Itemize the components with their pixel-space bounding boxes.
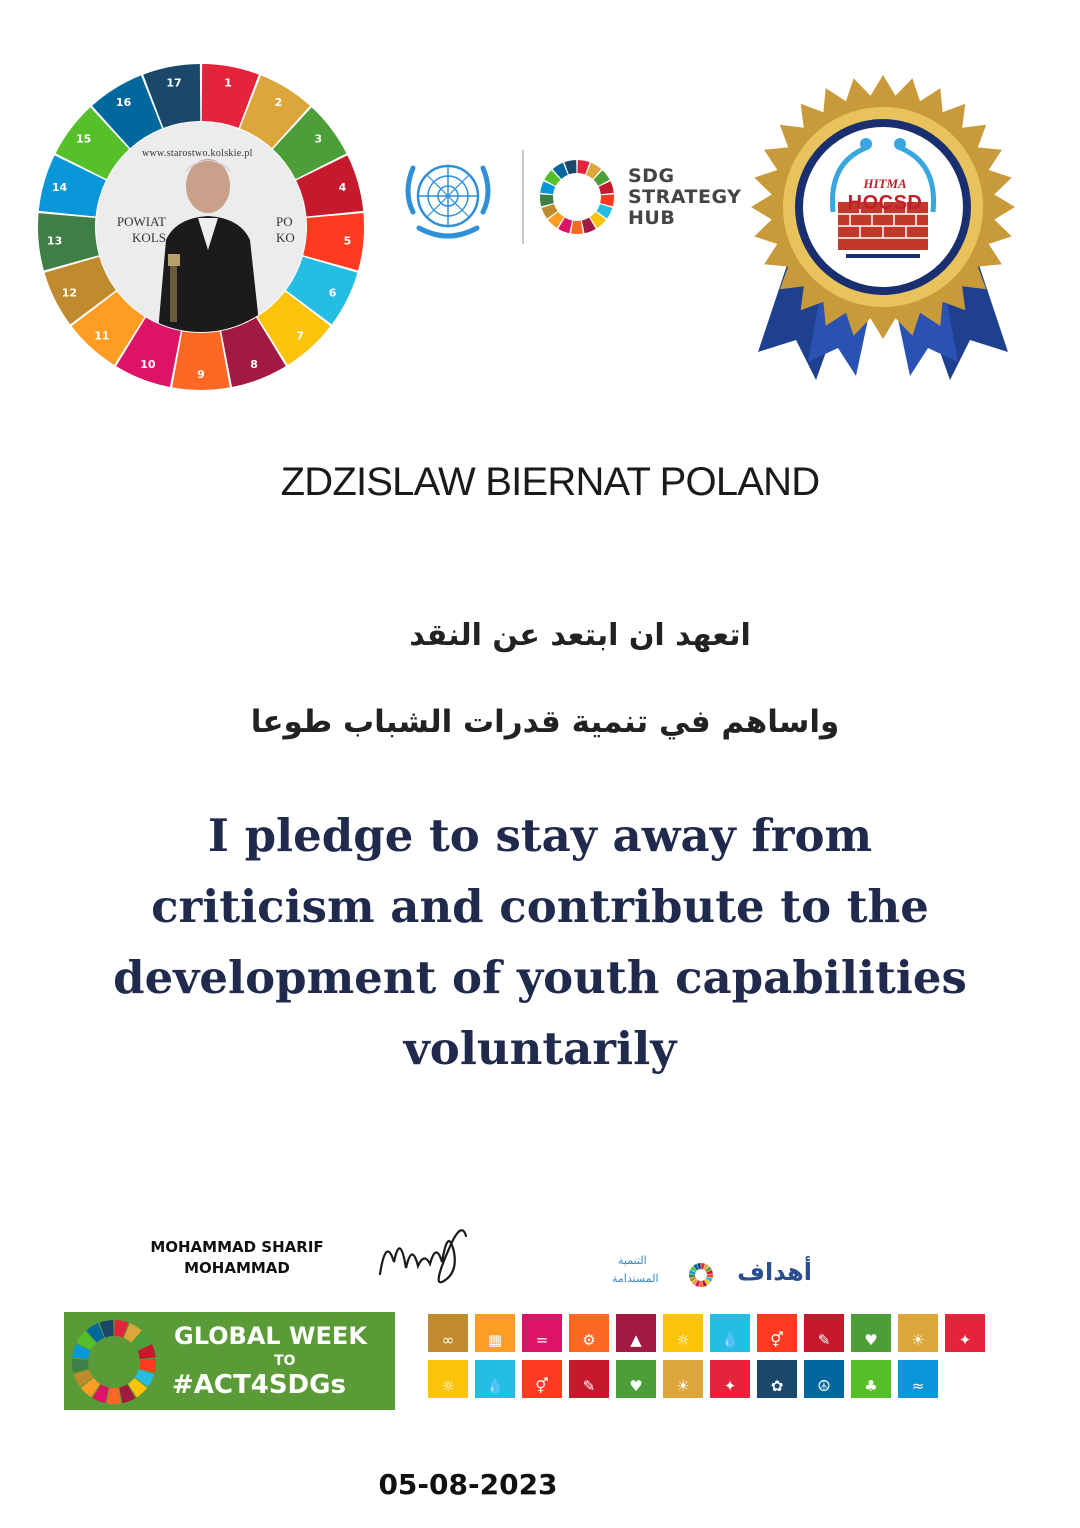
sdg-wheel-number: 16 — [115, 95, 132, 109]
un-emblem-icon — [397, 152, 499, 244]
sdg-strategy-hub-logo-text — [628, 166, 741, 229]
sdg-goal-icon: ≈ — [911, 1377, 925, 1395]
sdg-goal-icon: ♣ — [864, 1377, 878, 1395]
sdg-goal-icon: ▲ — [630, 1331, 642, 1349]
sdg-wheel-segment — [571, 221, 583, 234]
signatory-line-1: MOHAMMAD SHARIF — [150, 1238, 324, 1256]
hub-line-3: HUB — [628, 207, 676, 229]
sdg-wheel-number: 15 — [76, 132, 92, 146]
sdg-wheel-segment — [600, 194, 614, 206]
sdg-wheel-number: 10 — [140, 358, 156, 372]
sdg-goal-icon: ✦ — [958, 1331, 972, 1349]
issue-date: 05-08-2023 — [378, 1468, 558, 1501]
sdg-wheel-number: 8 — [250, 358, 258, 372]
sdg-goal-icon: ✿ — [770, 1377, 784, 1395]
sdg-goal-icon: ✎ — [817, 1331, 831, 1349]
sdg-wheel-number: 3 — [314, 132, 323, 146]
signatory-line-2: MOHAMMAD — [184, 1259, 290, 1277]
sdg-wheel-number: 4 — [338, 180, 347, 194]
sdg-goal-tile — [522, 1360, 562, 1398]
global-week-line-1: GLOBAL WEEK — [174, 1322, 367, 1350]
sdg-wheel-number: 7 — [296, 329, 304, 343]
photo-sign-right: PO KO — [276, 214, 295, 245]
global-week-line-2: TO — [274, 1353, 296, 1369]
recipient-name: ZDZISLAW BIERNAT POLAND — [280, 460, 820, 504]
english-pledge: I pledge to stay away from criticism and contribute to the development of youth capabilities voluntarily — [113, 809, 967, 1075]
sdg-wheel-number: 6 — [328, 286, 337, 300]
sdg-arabic-sub-1: التنمية — [618, 1254, 647, 1267]
sdg-goal-icon: ⚥ — [770, 1331, 784, 1349]
signatory-name — [132, 1237, 342, 1279]
sdg-wheel-number: 12 — [61, 286, 78, 300]
sdg-goal-icon: ☼ — [441, 1377, 455, 1395]
sdg-wheel-number: 5 — [343, 234, 352, 248]
sdg-goal-icon: ☼ — [676, 1331, 690, 1349]
sdg-wheel-segment — [699, 1281, 703, 1287]
sdg-wheel-icon — [688, 1262, 714, 1288]
sdg-wheel-number: 1 — [224, 76, 232, 90]
photo-url-text: www.starostwo.kolskie.pl — [142, 148, 253, 159]
sdg-goal-icon: ✦ — [723, 1377, 737, 1395]
sdg-goal-icon: ✎ — [582, 1377, 596, 1395]
sdg-goal-tile — [851, 1360, 891, 1398]
sdg-goal-icon: 💧 — [485, 1377, 505, 1395]
arabic-pledge-line-2: واساهم في تنمية قدرات الشباب طوعا — [250, 704, 840, 740]
sdg-goal-tile — [710, 1360, 750, 1398]
sdg-wheel-segment — [172, 331, 230, 390]
sdg-goal-icon: 💧 — [720, 1331, 740, 1349]
sdg-goal-tile — [428, 1360, 468, 1398]
sdg-goal-tile — [663, 1360, 703, 1398]
sdg-goal-tile — [616, 1360, 656, 1398]
sdg-goal-icon: ▦ — [487, 1331, 503, 1349]
sdg-goal-tile — [428, 1314, 468, 1352]
signature-icon — [372, 1222, 472, 1288]
sdg-goal-tile — [616, 1314, 656, 1352]
sdg-goal-tile — [569, 1314, 609, 1352]
sdg-wheel-number: 11 — [94, 329, 110, 343]
sdg-goal-tile — [475, 1360, 515, 1398]
sdg-goal-icon: ⚙ — [582, 1331, 596, 1349]
sdg-wheel-segment — [540, 194, 554, 206]
sdg-goal-icon: ♥ — [629, 1377, 643, 1395]
sdg-goal-icon: = — [535, 1331, 549, 1349]
sdg-goal-tile — [475, 1314, 515, 1352]
sdg-arabic-sub-2: المستدامة — [612, 1272, 659, 1285]
sdg-wheel-number: 13 — [46, 234, 63, 248]
hub-line-2: STRATEGY — [628, 186, 742, 208]
sdg-goal-tile — [804, 1314, 844, 1352]
sdg-goal-icon: ☀ — [911, 1331, 925, 1349]
sdg-hub-wheel-icon — [538, 158, 616, 236]
sdg-goal-tile — [898, 1360, 938, 1398]
sdg-goals-grid — [424, 1314, 990, 1400]
sdg-goal-icon: ⚥ — [535, 1377, 549, 1395]
sdg-goal-tile — [804, 1360, 844, 1398]
sdg-wheel-segment — [107, 1388, 121, 1404]
sdg-goal-tile — [757, 1314, 797, 1352]
logo-divider — [522, 150, 524, 244]
sdg-goal-tile — [851, 1314, 891, 1352]
portrait-photo — [96, 122, 306, 332]
sdg-wheel-number: 2 — [274, 95, 283, 109]
sdg-arabic-title — [600, 1252, 820, 1302]
global-week-hashtag: #ACT4SDGs — [172, 1370, 346, 1400]
sdg-goal-icon: ☀ — [676, 1377, 690, 1395]
arabic-pledge-line-1: اتعهد ان ابتعد عن النقد — [409, 618, 751, 653]
sdg-wheel-number: 17 — [166, 76, 182, 90]
sdg-goal-tile — [945, 1314, 985, 1352]
sdg-wheel-number: 14 — [51, 180, 68, 194]
sdg-goal-icon: ∞ — [441, 1331, 455, 1349]
sdg-goal-tile — [898, 1314, 938, 1352]
sdg-wheel-number: 9 — [197, 368, 205, 382]
sdg-goal-tile — [663, 1314, 703, 1352]
global-week-banner — [64, 1312, 395, 1410]
badge-title: HOCSD — [847, 192, 923, 214]
sdg-wheel-icon — [68, 1316, 160, 1408]
sdg-goal-tile — [522, 1314, 562, 1352]
sdg-goal-tile — [569, 1360, 609, 1398]
person-silhouette-icon — [96, 122, 306, 332]
sdg-arabic-main: أهداف — [737, 1258, 812, 1286]
sdg-goal-tile — [710, 1314, 750, 1352]
photo-sign-left: POWIAT KOLS — [116, 214, 166, 245]
badge-subtitle: HITMA — [863, 176, 907, 191]
sdg-goal-tile — [757, 1360, 797, 1398]
hub-line-1: SDG — [628, 165, 675, 187]
sdg-goal-icon: ♥ — [864, 1331, 878, 1349]
sdg-goal-icon: ☮ — [817, 1377, 831, 1395]
award-ribbon-icon — [738, 62, 1028, 392]
